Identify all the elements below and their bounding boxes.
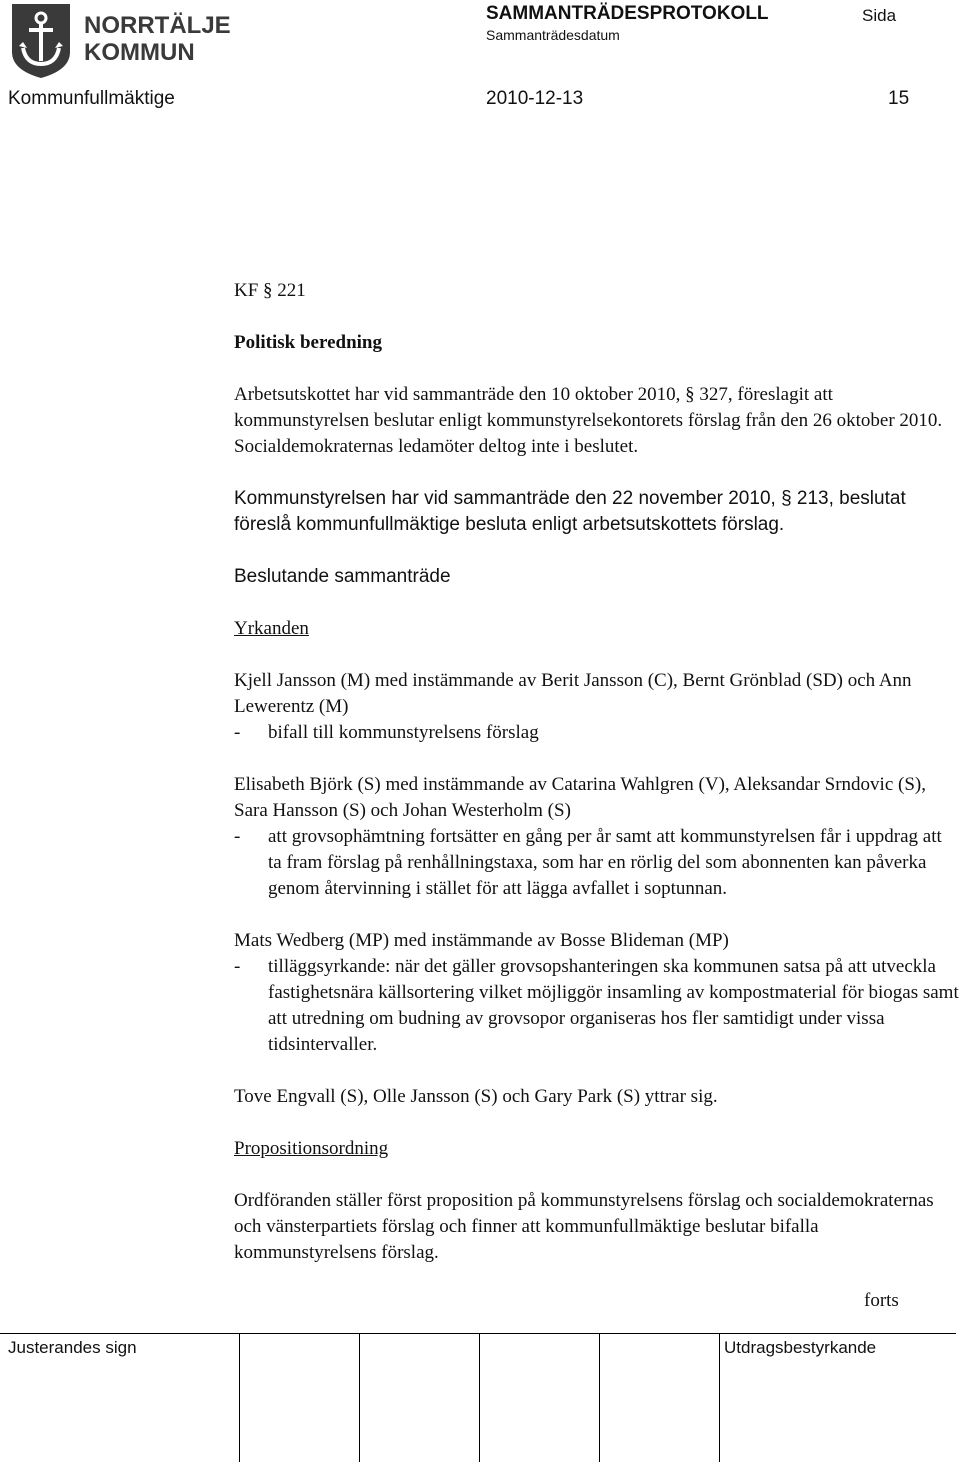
propositionsordning-text: Ordföranden ställer först proposition på kommunstyrelsens förslag och socialdemokraternas och vänsterpartiets förslag och finner att kommunfullmäktige beslutar bifalla kommunstyrelsens förslag. bbox=[234, 1190, 934, 1263]
bullet-dash: - bbox=[234, 722, 241, 743]
propositionsordning-label: Propositionsordning bbox=[234, 1138, 389, 1159]
yrkande-1-text: bifall till kommunstyrelsens förslag bbox=[268, 722, 539, 743]
svg-text:KOMMUN: KOMMUN bbox=[84, 39, 195, 66]
anchor-shield-icon bbox=[8, 2, 248, 80]
signature-box-divider bbox=[719, 1333, 720, 1462]
justerandes-sign-label: Justerandes sign bbox=[8, 1338, 137, 1357]
page-number: 15 bbox=[888, 88, 910, 109]
section-heading: Politisk beredning bbox=[234, 332, 382, 353]
yrkande-3-text: tilläggsyrkande: när det gäller grovsopshanteringen ska kommunen satsa på att utveckla fastighetsnära källsortering vilket möjliggör insamling av kompostmaterial för biogas samt att utredning om budning av grovsopor organiseras hos fler samtidigt under vissa tidsintervaller. bbox=[268, 956, 959, 1055]
yrkande-1-bullet bbox=[234, 720, 960, 746]
yrkanden-label: Yrkanden bbox=[234, 618, 309, 639]
svg-text:NORRTÄLJE: NORRTÄLJE bbox=[84, 12, 231, 39]
speakers-paragraph: Tove Engvall (S), Olle Jansson (S) och Gary Park (S) yttrar sig. bbox=[234, 1086, 718, 1107]
municipality-logo bbox=[8, 2, 248, 80]
section-id: KF § 221 bbox=[234, 280, 306, 301]
yrkande-1-intro: Kjell Jansson (M) med instämmande av Berit Jansson (C), Bernt Grönblad (SD) och Ann Lewerentz (M) bbox=[234, 670, 912, 717]
yrkande-2-text: att grovsophämtning fortsätter en gång per år samt att kommunstyrelsen får i uppdrag att ta fram förslag på renhållningstaxa, som har en rörlig del som abonnenten kan påverka genom återvinning i stället för att lägga avfallet i soptunnan. bbox=[268, 826, 942, 899]
page-label: Sida bbox=[862, 6, 897, 25]
protocol-body bbox=[234, 278, 960, 1266]
continued-marker: forts bbox=[864, 1290, 899, 1311]
protocol-title: SAMMANTRÄDESPROTOKOLL bbox=[486, 3, 769, 24]
yrkande-3-bullet bbox=[234, 954, 960, 1058]
paragraph-arbetsutskottet: Arbetsutskottet har vid sammanträde den 10 oktober 2010, § 327, föreslagit att kommunstyrelsen beslutar enligt kommunstyrelsekontorets förslag från den 26 oktober 2010. Socialdemokraternas ledamöter deltog inte i beslutet. bbox=[234, 384, 943, 457]
signature-box-divider bbox=[599, 1333, 600, 1462]
paragraph-kommunstyrelsen: Kommunstyrelsen har vid sammanträde den 22 november 2010, § 213, beslutat föreslå kommunfullmäktige besluta enligt arbetsutskottets förslag. bbox=[234, 488, 906, 535]
signature-box-divider bbox=[359, 1333, 360, 1462]
utdragsbestyrkande-label: Utdragsbestyrkande bbox=[724, 1338, 877, 1357]
subheading-beslutande: Beslutande sammanträde bbox=[234, 566, 451, 587]
meeting-date: 2010-12-13 bbox=[486, 88, 584, 109]
footer-divider bbox=[0, 1333, 956, 1334]
decision-body: Kommunfullmäktige bbox=[8, 88, 175, 109]
yrkande-2-bullet bbox=[234, 824, 960, 902]
signature-box-divider bbox=[239, 1333, 240, 1462]
bullet-dash: - bbox=[234, 826, 241, 847]
yrkande-2-intro: Elisabeth Björk (S) med instämmande av Catarina Wahlgren (V), Aleksandar Srndovic (S), Sara Hansson (S) och Johan Westerholm (S) bbox=[234, 774, 926, 821]
bullet-dash: - bbox=[234, 956, 241, 977]
meeting-date-label: Sammanträdesdatum bbox=[486, 27, 620, 43]
yrkande-3-intro: Mats Wedberg (MP) med instämmande av Bosse Blideman (MP) bbox=[234, 930, 729, 951]
signature-box-divider bbox=[479, 1333, 480, 1462]
